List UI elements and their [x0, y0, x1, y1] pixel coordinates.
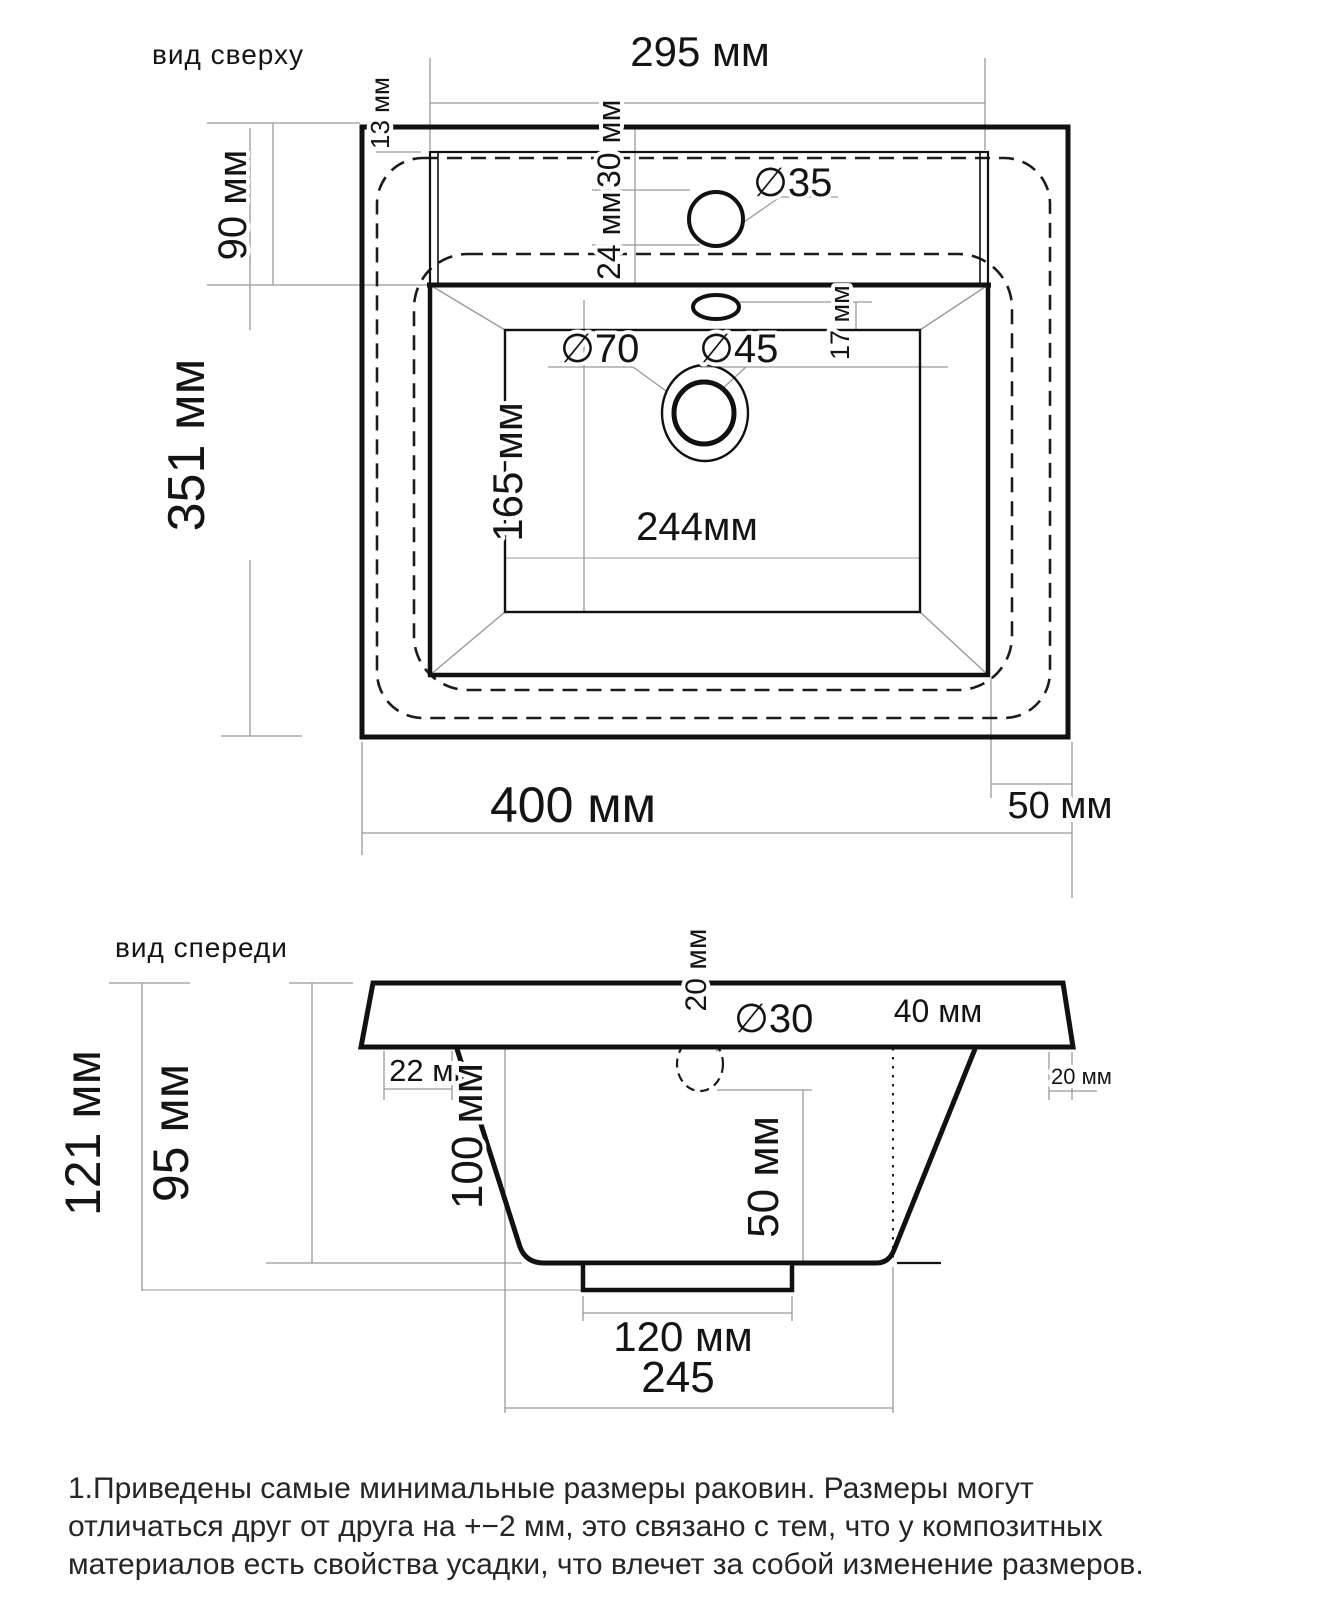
note-line-3: материалов есть свойства усадки, что влечет за собой изменение размеров.: [68, 1548, 1144, 1581]
dim-120: 120 мм: [613, 1313, 753, 1360]
top-view: [152, 28, 1113, 898]
note-line-1: 1.Приведены самые минимальные размеры раковин. Размеры могут: [68, 1472, 1034, 1505]
faucet-deck: [430, 152, 988, 285]
sink-outer-edge-top: [362, 127, 1068, 737]
dim-13: 13 мм: [365, 77, 395, 149]
note-block: [68, 1472, 1144, 1581]
top-view-construction-lines: [207, 58, 1072, 898]
dim-17: 17 мм: [825, 285, 855, 360]
dim-295: 295 мм: [630, 28, 770, 75]
overflow-slot-top: [693, 295, 739, 319]
drain-flange: [583, 1263, 792, 1290]
dim-50-front: 50 мм: [739, 1116, 788, 1238]
dim-20-right: 20 мм: [1051, 1064, 1112, 1089]
dim-24: 24 мм: [591, 191, 627, 280]
top-view-outlines: [362, 127, 1068, 737]
drain-inner-circle: [674, 382, 734, 444]
dim-100: 100 мм: [443, 1062, 492, 1210]
dim-121: 121 мм: [55, 1049, 111, 1217]
basin-body-section: [457, 1049, 975, 1263]
dim-d30: ∅30: [734, 997, 814, 1041]
dim-22: 22 мм: [389, 1053, 475, 1088]
dim-245: 245: [641, 1353, 715, 1402]
dim-30: 30 мм: [591, 99, 627, 188]
front-view: [55, 929, 1112, 1413]
faucet-hole: [689, 192, 743, 246]
dim-d45: ∅45: [699, 327, 779, 371]
front-view-title: вид спереди: [115, 932, 288, 963]
note-line-2: отличаться друг от друга на +−2 мм, это связано с тем, что у композитных: [68, 1510, 1103, 1543]
dim-20-top: 20 мм: [680, 928, 713, 1012]
top-view-title: вид сверху: [152, 39, 305, 70]
dim-90: 90 мм: [211, 149, 255, 261]
dim-165: 165 мм: [484, 402, 531, 542]
dim-d35: ∅35: [753, 161, 833, 205]
basin-floor: [505, 330, 920, 612]
dim-d70: ∅70: [560, 327, 640, 371]
dim-50-top: 50 мм: [1007, 785, 1113, 827]
dim-244: 244мм: [636, 505, 758, 549]
dim-40: 40 мм: [893, 993, 983, 1029]
dim-400: 400 мм: [489, 777, 657, 833]
dim-95: 95 мм: [143, 1063, 199, 1203]
dim-351: 351 мм: [158, 358, 216, 532]
